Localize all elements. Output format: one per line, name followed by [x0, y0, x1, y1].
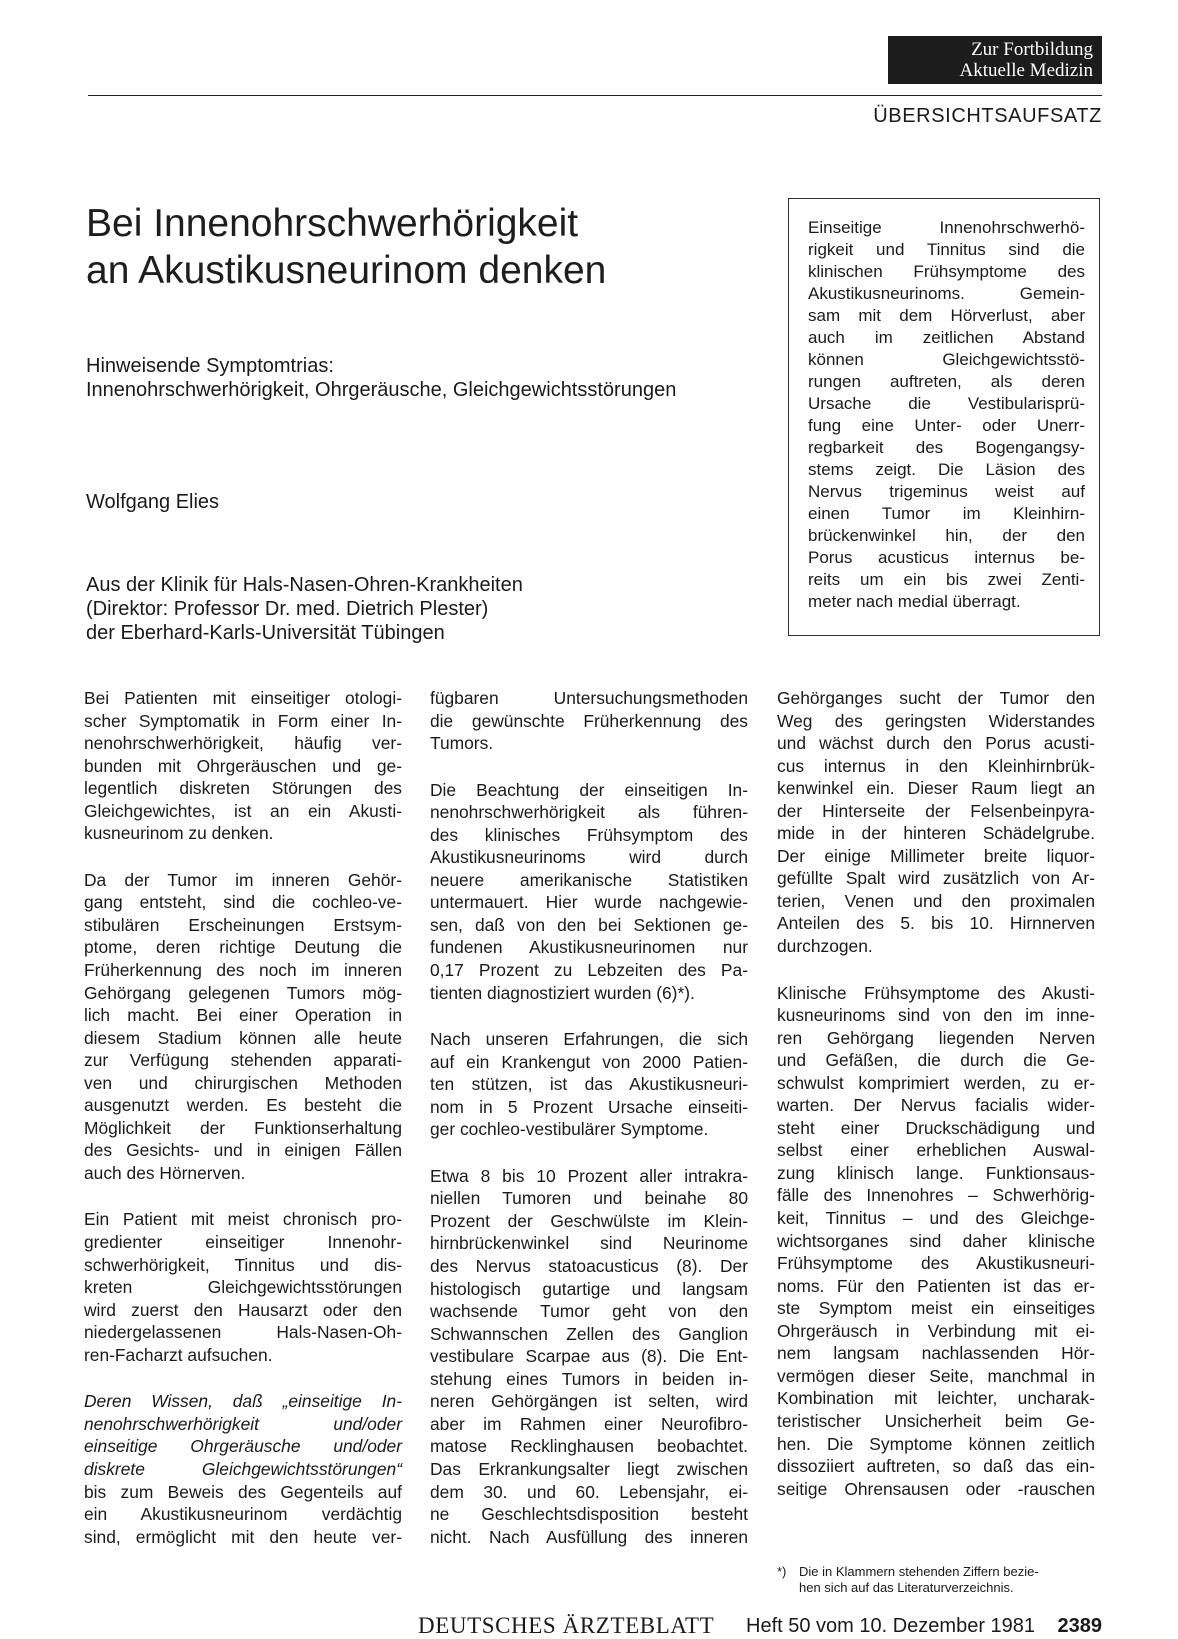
text-line: Der einige Millimeter breite liquor- — [777, 845, 1095, 866]
text-line: sind, ermöglicht mit den heute ver- — [84, 1526, 402, 1547]
text-line: fundenen Akustikusneurinomen nur — [430, 937, 748, 958]
text-line: cus internus in den Kleinhirnbrük- — [777, 755, 1095, 776]
text-line: kusneurinom zu denken. — [84, 823, 274, 844]
text-line: steht einer Druckschädigung und — [777, 1117, 1095, 1138]
text-line: vermögen dieser Seite, manchmal in — [777, 1365, 1095, 1386]
paragraph — [84, 1390, 402, 1548]
text-line: nenohrschwerhörigkeit, häufig ver- — [84, 733, 402, 754]
text-line: neren Gehörgängen ist selten, wird — [430, 1391, 748, 1412]
text-line: Bei Patienten mit einseitiger otologi- — [84, 688, 402, 708]
text-line: der Hinterseite der Felsenbeinpyra- — [777, 800, 1095, 821]
affiliation-line: der Eberhard-Karls-Universität Tübingen — [86, 622, 445, 644]
summary-line: Porus acusticus internus be- — [808, 548, 1085, 567]
summary-line: Einseitige Innenohrschwerhö- — [808, 218, 1085, 237]
body-column-2 — [430, 687, 748, 1572]
text-line: ne Geschlechtsdisposition besteht — [430, 1504, 748, 1525]
subtitle-line: Hinweisende Symptomtrias: — [86, 355, 334, 377]
text-line: hen. Die Symptome können zeitlich — [777, 1433, 1095, 1454]
summary-box — [788, 198, 1100, 636]
text-line: ren-Facharzt aufsuchen. — [84, 1344, 273, 1365]
affiliation-line: Aus der Klinik für Hals-Nasen-Ohren-Krankheiten — [86, 574, 523, 596]
summary-line: rigkeit und Tinnitus sind die — [808, 240, 1085, 259]
summary-line: fung eine Unter- oder Unerr- — [808, 416, 1085, 435]
text-line: auf ein Krankengut von 2000 Patien- — [430, 1051, 748, 1072]
page-number: 2389 — [1057, 1615, 1102, 1637]
journal-name: DEUTSCHES ÄRZTEBLATT — [418, 1613, 715, 1638]
text-line: Prozent der Geschwülste im Klein- — [430, 1210, 748, 1231]
text-line: terien, Venen und den proximalen — [777, 890, 1095, 911]
text-line: wachsende Tumor geht von den — [430, 1301, 748, 1322]
text-line: durchzogen. — [777, 936, 873, 957]
text-line: selbst einer erheblichen Auswal- — [777, 1140, 1095, 1161]
text-line: Klinische Frühsymptome des Akusti- — [777, 982, 1095, 1003]
text-line: Da der Tumor im inneren Gehör- — [84, 869, 402, 890]
text-line: scher Symptomatik in Form einer In- — [84, 710, 402, 731]
text-line: ven und chirurgischen Methoden — [84, 1072, 402, 1093]
text-line: ten stützen, ist das Akustikusneuri- — [430, 1074, 748, 1095]
text-line: Akustikusneurinoms wird durch — [430, 847, 748, 868]
summary-line: auch im zeitlichen Abstand — [808, 328, 1085, 347]
rubric-label: ÜBERSICHTSAUFSATZ — [873, 105, 1102, 127]
text-line: Ohrgeräusch in Verbindung mit ei- — [777, 1320, 1095, 1341]
text-line: diskrete Gleichgewichtsstörungen“ — [84, 1458, 402, 1479]
text-line: Die Beachtung der einseitigen In- — [430, 779, 748, 800]
text-line: Ein Patient mit meist chronisch pro- — [84, 1209, 402, 1230]
text-line: nem langsam nachlassenden Hör- — [777, 1343, 1095, 1364]
text-line: auch des Hörnerven. — [84, 1162, 246, 1183]
text-line: Gleichgewichtes, ist an ein Akusti- — [84, 800, 402, 821]
text-line: ptome, deren richtige Deutung die — [84, 937, 402, 958]
summary-line: Akustikusneurinoms. Gemein- — [808, 284, 1085, 303]
text-line: Tumors. — [430, 733, 494, 754]
summary-line: meter nach medial überragt. — [808, 592, 1021, 611]
text-line: nicht. Nach Ausfüllung des inneren — [430, 1526, 748, 1547]
paragraph — [777, 687, 1095, 958]
text-line: sen, daß von den bei Sektionen ge- — [430, 914, 748, 935]
text-line: ste Symptom meist ein einseitiges — [777, 1298, 1095, 1319]
text-line: niedergelassenen Hals-Nasen-Oh- — [84, 1322, 402, 1343]
text-line: aber im Rahmen einer Neurofibro- — [430, 1413, 748, 1434]
footnote-line: Die in Klammern stehenden Ziffern bezie- — [799, 1564, 1039, 1579]
author-name: Wolfgang Elies — [86, 491, 220, 513]
text-line: seitige Ohrensausen oder -rauschen — [777, 1478, 1095, 1499]
text-line: kreten Gleichgewichtsstörungen — [84, 1277, 402, 1298]
header-rule — [88, 95, 1102, 96]
text-line: ger cochleo-vestibulärer Symptome. — [430, 1119, 709, 1140]
text-line: und Gefäßen, die durch die Ge- — [777, 1050, 1095, 1071]
summary-line: können Gleichgewichtsstö- — [808, 350, 1085, 369]
text-line: Das Erkrankungsalter liegt zwischen — [430, 1458, 748, 1479]
text-line: nenohrschwerhörigkeit und/oder — [84, 1413, 402, 1434]
text-line: Weg des geringsten Widerstandes — [777, 710, 1095, 731]
text-line: vestibulare Scarpae aus (8). Die Ent- — [430, 1346, 748, 1367]
text-line: keit, Tinnitus – und des Gleichge- — [777, 1208, 1095, 1229]
text-line: einseitige Ohrgeräusche und/oder — [84, 1436, 402, 1457]
text-line: hirnbrückenwinkel sind Neurinome — [430, 1233, 748, 1254]
text-line: zur Verfügung stehenden apparati- — [84, 1050, 402, 1071]
text-line: niellen Tumoren und beinahe 80 — [430, 1188, 748, 1209]
paragraph — [777, 982, 1095, 1501]
article-title — [86, 200, 766, 294]
text-line: Frühsymptome des Akustikusneuri- — [777, 1253, 1095, 1274]
affiliation-line: (Direktor: Professor Dr. med. Dietrich Plester) — [86, 598, 489, 620]
text-line: legentlich diskreten Störungen des — [84, 778, 402, 799]
text-line: dissoziiert auftreten, so daß das ein- — [777, 1456, 1095, 1477]
text-line: diesem Stadium können alle heute — [84, 1027, 402, 1048]
text-line: des Nervus statoacusticus (8). Der — [430, 1256, 748, 1277]
text-line: 0,17 Prozent zu Lebzeiten des Pa- — [430, 960, 748, 981]
footnote-mark: *) — [777, 1564, 787, 1579]
paragraph — [84, 869, 402, 1185]
summary-line: rungen auftreten, als deren — [808, 372, 1085, 391]
text-line: stibulären Erscheinungen Erstsym- — [84, 914, 402, 935]
paragraph — [430, 1028, 748, 1141]
summary-line: sam mit dem Hörverlust, aber — [808, 306, 1085, 325]
summary-line: reits um ein bis zwei Zenti- — [808, 570, 1085, 589]
summary-line: brückenwinkel hin, der den — [808, 526, 1085, 545]
text-line: Gehörgang gelegenen Tumors mög- — [84, 982, 402, 1003]
subtitle-line: Innenohrschwerhörigkeit, Ohrgeräusche, Gleichgewichtsstörungen — [86, 379, 677, 401]
text-line: wichtsorganes sind daher klinische — [777, 1230, 1095, 1251]
body-column-3 — [777, 687, 1095, 1524]
text-line: Früherkennung des noch im inneren — [84, 960, 402, 981]
text-line: des Gesichts- und in einigen Fällen — [84, 1140, 402, 1161]
text-line: nenohrschwerhörigkeit als führen- — [430, 802, 748, 823]
summary-line: klinischen Frühsymptome des — [808, 262, 1085, 281]
paragraph — [430, 1165, 748, 1548]
text-line: teristischer Unsicherheit beim Ge- — [777, 1410, 1095, 1431]
text-line: Deren Wissen, daß „einseitige In- — [84, 1391, 402, 1412]
footnote-line: hen sich auf das Literaturverzeichnis. — [799, 1580, 1014, 1595]
text-line: dem 30. und 60. Lebensjahr, ei- — [430, 1481, 748, 1502]
article-subtitle — [86, 354, 766, 402]
text-line: bis zum Beweis des Gegenteils auf — [84, 1481, 402, 1502]
text-line: noms. Für den Patienten ist das er- — [777, 1275, 1095, 1296]
text-line: kenwinkel ein. Dieser Raum liegt an — [777, 778, 1095, 799]
summary-line: einen Tumor im Kleinhirn- — [808, 504, 1085, 523]
text-line: histologisch gutartige und langsam — [430, 1278, 748, 1299]
text-line: mide in der hinteren Schädelgrube. — [777, 823, 1095, 844]
body-column-1 — [84, 687, 402, 1572]
text-line: Möglichkeit der Funktionserhaltung — [84, 1117, 402, 1138]
text-line: Anteilen des 5. bis 10. Hirnnerven — [777, 913, 1095, 934]
text-line: warten. Der Nervus facialis wider- — [777, 1095, 1095, 1116]
text-line: Gehörganges sucht der Tumor den — [777, 688, 1095, 708]
text-line: matose Recklinghausen beobachtet. — [430, 1436, 748, 1457]
text-line: stehung eines Tumors in beiden in- — [430, 1368, 748, 1389]
badge-line-1: Zur Fortbildung — [971, 39, 1093, 60]
text-line: bunden mit Ohrgeräuschen und ge- — [84, 755, 402, 776]
text-line: fügbaren Untersuchungsmethoden — [430, 688, 748, 708]
footnote-text — [799, 1564, 1099, 1596]
summary-line: stems zeigt. Die Läsion des — [808, 460, 1085, 479]
issue-info: Heft 50 vom 10. Dezember 1981 — [746, 1615, 1036, 1637]
text-line: ren Gehörgang liegenden Nerven — [777, 1027, 1095, 1048]
text-line: fälle des Innenohres – Schwerhörig- — [777, 1185, 1095, 1206]
text-line: tienten diagnostiziert wurden (6)*). — [430, 982, 695, 1003]
summary-line: Ursache die Vestibularisprü- — [808, 394, 1085, 413]
text-line: Schwannschen Zellen des Ganglion — [430, 1323, 748, 1344]
text-line: und wächst durch den Porus acusti- — [777, 733, 1095, 754]
text-line: lich macht. Bei einer Operation in — [84, 1005, 402, 1026]
text-line: untermauert. Hier wurde nachgewie- — [430, 892, 748, 913]
text-line: gang entsteht, sind die cochleo-ve- — [84, 892, 402, 913]
badge-line-2: Aktuelle Medizin — [959, 60, 1093, 81]
text-line: kusneurinoms sind von den im inne- — [777, 1005, 1095, 1026]
text-line: schwulst komprimiert werden, zu er- — [777, 1072, 1095, 1093]
text-line: neuere amerikanische Statistiken — [430, 869, 748, 890]
paragraph — [430, 779, 748, 1004]
text-line: gredienter einseitiger Innenohr- — [84, 1232, 402, 1253]
text-line: die gewünschte Früherkennung des — [430, 710, 748, 731]
text-line: gefüllte Spalt wird zusätzlich von Ar- — [777, 868, 1095, 889]
text-line: Etwa 8 bis 10 Prozent aller intrakra- — [430, 1165, 748, 1186]
text-line: ausgenutzt werden. Es besteht die — [84, 1095, 402, 1116]
summary-line: Nervus trigeminus weist auf — [808, 482, 1085, 501]
text-line: zung klinisch lange. Funktionsaus- — [777, 1162, 1095, 1183]
paragraph — [84, 1208, 402, 1366]
text-line: des klinisches Frühsymptom des — [430, 824, 748, 845]
text-line: nom in 5 Prozent Ursache einseiti- — [430, 1096, 748, 1117]
text-line: schwerhörigkeit, Tinnitus und dis- — [84, 1254, 402, 1275]
text-line: Nach unseren Erfahrungen, die sich — [430, 1029, 748, 1050]
paragraph — [84, 687, 402, 845]
summary-line: regbarkeit des Bogengangsy- — [808, 438, 1085, 457]
title-line: an Akustikusneurinom denken — [86, 249, 607, 292]
title-line: Bei Innenohrschwerhörigkeit — [86, 202, 579, 245]
author-affiliation — [86, 573, 766, 645]
text-line: Kombination mit leichter, uncharak- — [777, 1388, 1095, 1409]
text-line: wird zuerst den Hausarzt oder den — [84, 1299, 402, 1320]
paragraph — [430, 687, 748, 755]
section-badge — [888, 36, 1102, 84]
text-line: ein Akustikusneurinom verdächtig — [84, 1504, 402, 1525]
